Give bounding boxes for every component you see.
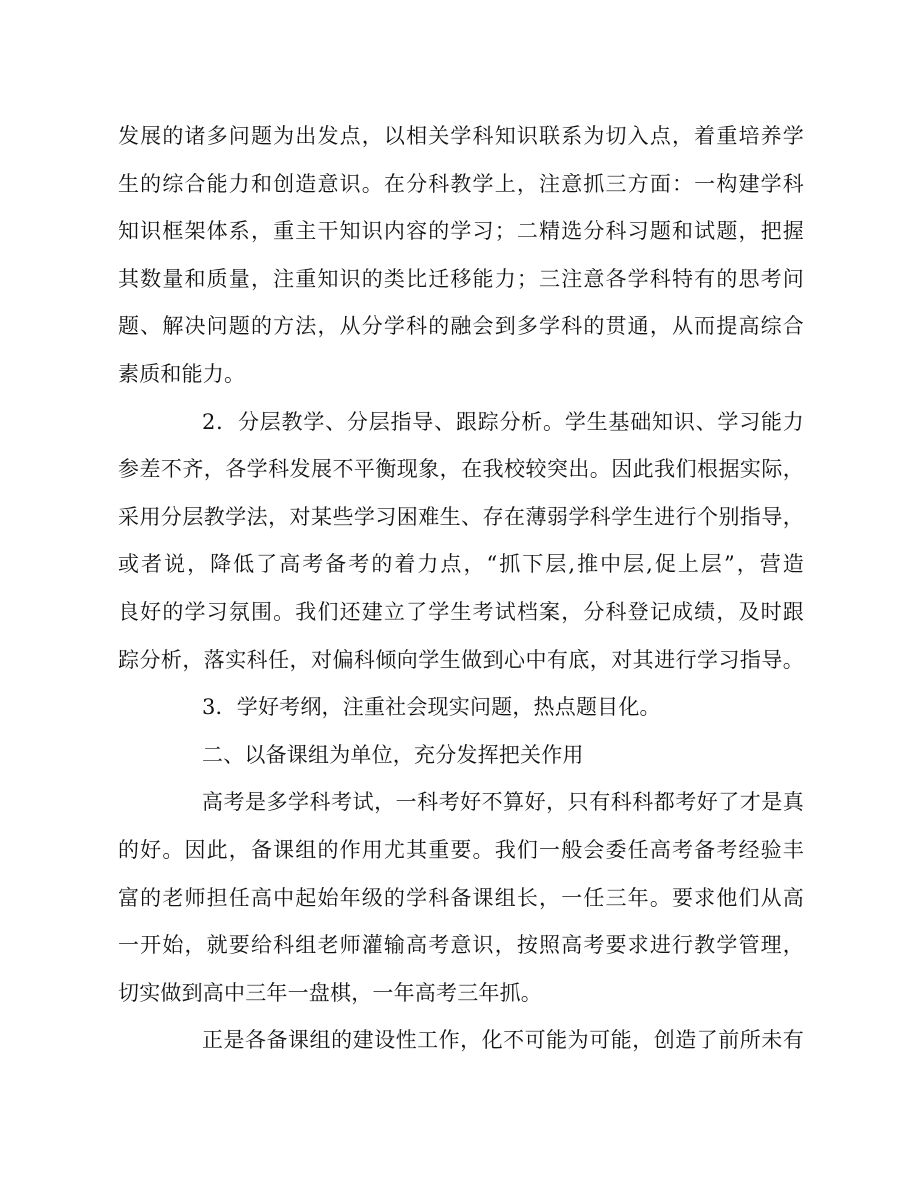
text-line-10: 或者说，降低了高考备考的着力点，“抓下层,推中层,促上层”，营造 xyxy=(118,552,804,577)
text-line-18: 一开始，就要给科组老师灌输高考意识，按照高考要求进行教学管理， xyxy=(118,933,804,958)
text-line-12: 踪分析，落实科任，对偏科倾向学生做到心中有底，对其进行学习指导。 xyxy=(118,647,804,672)
text-line-16: 的好。因此，备课组的作用尤其重要。我们一般会委任高考备考经验丰 xyxy=(118,837,804,862)
text-line-1: 发展的诸多问题为出发点，以相关学科知识联系为切入点，着重培养学 xyxy=(118,124,804,148)
text-line-13: 3．学好考纲，注重社会现实问题，热点题目化。 xyxy=(202,695,661,720)
text-line-2: 生的综合能力和创造意识。在分科教学上，注意抓三方面：一构建学科 xyxy=(118,171,804,196)
text-line-5: 题、解决问题的方法，从分学科的融会到多学科的贯通，从而提高综合 xyxy=(118,314,804,339)
document-page xyxy=(118,113,804,1065)
text-line-3: 知识框架体系，重主干知识内容的学习；二精选分科习题和试题，把握 xyxy=(118,219,804,244)
text-line-6: 素质和能力。 xyxy=(118,361,246,386)
text-line-14: 二、以备课组为单位，充分发挥把关作用 xyxy=(202,742,584,767)
text-line-8: 参差不齐，各学科发展不平衡现象，在我校较突出。因此我们根据实际， xyxy=(118,457,804,482)
text-line-7: 2．分层教学、分层指导、跟踪分析。学生基础知识、学习能力 xyxy=(202,409,804,434)
text-line-4: 其数量和质量，注重知识的类比迁移能力；三注意各学科特有的思考问 xyxy=(118,266,804,291)
text-line-9: 采用分层教学法，对某些学习困难生、存在薄弱学科学生进行个别指导， xyxy=(118,504,804,529)
text-line-11: 良好的学习氛围。我们还建立了学生考试档案，分科登记成绩，及时跟 xyxy=(118,599,804,624)
text-line-17: 富的老师担任高中起始年级的学科备课组长，一任三年。要求他们从高 xyxy=(118,885,804,910)
text-line-15: 高考是多学科考试，一科考好不算好，只有科科都考好了才是真 xyxy=(202,790,804,815)
text-line-19: 切实做到高中三年一盘棋，一年高考三年抓。 xyxy=(118,980,542,1005)
text-line-20: 正是各备课组的建设性工作，化不可能为可能，创造了前所未有 xyxy=(202,1028,804,1053)
